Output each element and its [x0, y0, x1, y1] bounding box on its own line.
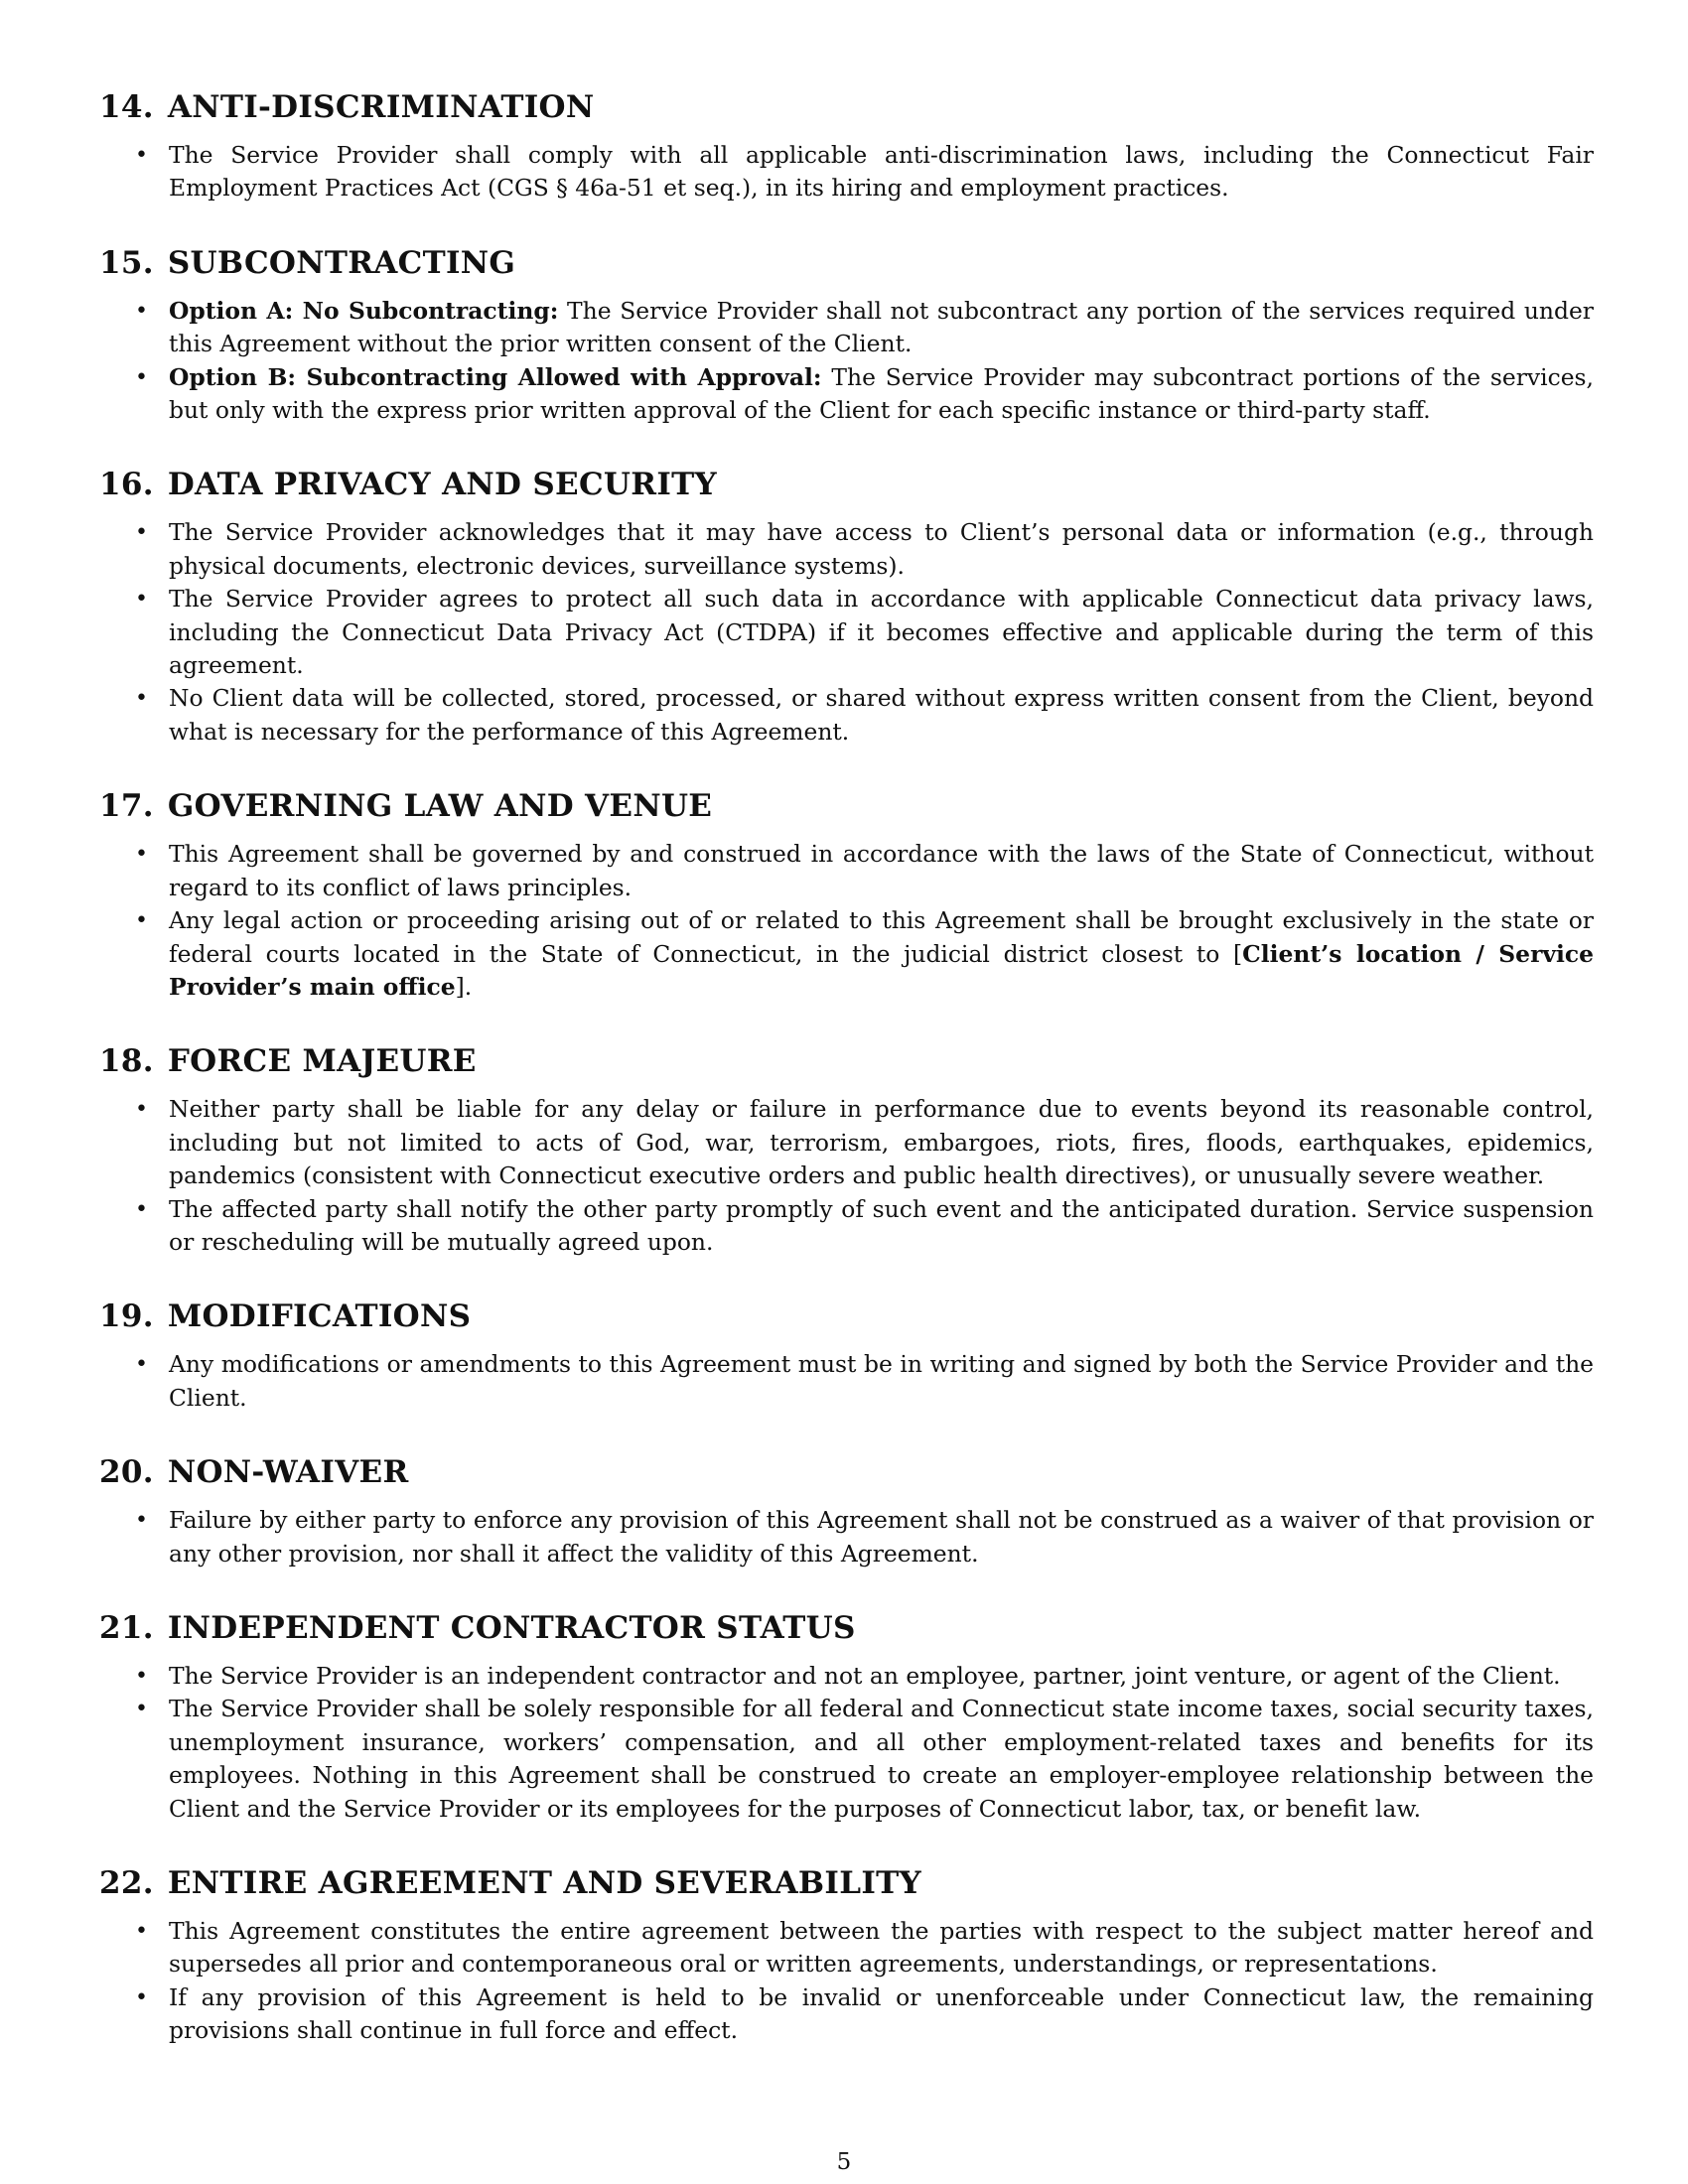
section-independent-contractor [99, 1608, 1594, 1826]
bullet-icon: • [135, 686, 148, 712]
list-item: • The Service Provider acknowledges that it may have access to Client’s personal data or information (e.g., through physical documents, electronic devices, surveillance systems). [135, 518, 1594, 580]
section-heading: 18. FORCE MAJEURE [99, 1043, 477, 1080]
section-heading: 17. GOVERNING LAW AND VENUE [99, 788, 713, 825]
page-number: 5 [836, 2149, 852, 2175]
list-item: • The Service Provider agrees to protect all such data in accordance with applicable Connecticut data privacy laws, including the Connecticut Data Privacy Act (CTDPA) if it becomes effective and applicable during the term of this agreement. [135, 585, 1594, 680]
section-heading: 20. NON-WAIVER [99, 1454, 409, 1491]
bullet-icon: • [135, 1352, 148, 1378]
bullet-list [99, 139, 1594, 205]
section-subcontracting [99, 243, 1594, 428]
section-non-waiver [99, 1452, 1594, 1570]
bullet-icon: • [135, 1663, 148, 1689]
section-governing-law [99, 786, 1594, 1004]
section-heading: 19. MODIFICATIONS [99, 1298, 472, 1335]
bullet-icon: • [135, 1508, 148, 1534]
list-item: • Option A: No Subcontracting: The Service Provider shall not subcontract any portion of the services required under this Agreement without the prior written consent of the Client. [135, 296, 1594, 358]
bullet-list [99, 516, 1594, 749]
bullet-icon: • [135, 364, 148, 390]
bullet-list [99, 1660, 1594, 1826]
bullet-icon: • [135, 587, 148, 613]
list-item: • The Service Provider shall comply with all applicable anti-discrimination laws, including the Connecticut Fair Employment Practices Act (CGS § 46a-51 et seq.), in its hiring and employment practices. [135, 141, 1594, 203]
section-heading: 15. SUBCONTRACTING [99, 244, 516, 281]
bullet-list [99, 1093, 1594, 1259]
bullet-list [99, 1348, 1594, 1415]
bullet-icon: • [135, 1697, 148, 1722]
bullet-icon: • [135, 1919, 148, 1944]
list-item: • Any legal action or proceeding arising out of or related to this Agreement shall be brought exclusively in the state or federal courts located in the State of Connecticut, in the judicial district closest to [Client’s location / Service Provider’s main office]. [135, 906, 1594, 1001]
section-heading: 21. INDEPENDENT CONTRACTOR STATUS [99, 1609, 856, 1646]
bullet-icon: • [135, 908, 148, 934]
bullet-icon: • [135, 842, 148, 868]
section-anti-discrimination [99, 87, 1594, 205]
section-force-majeure [99, 1041, 1594, 1259]
bullet-list [99, 295, 1594, 428]
bullet-list [99, 838, 1594, 1004]
list-item: • The Service Provider is an independent contractor and not an employee, partner, joint venture, or agent of the Client. [99, 1660, 1594, 1693]
section-modifications [99, 1297, 1594, 1415]
option-label: Option A: No Subcontracting: [169, 296, 559, 325]
list-item: • This Agreement shall be governed by and construed in accordance with the laws of the State of Connecticut, without regard to its conflict of laws principles. [135, 840, 1594, 901]
list-item: • No Client data will be collected, stored, processed, or shared without express written consent from the Client, beyond what is necessary for the performance of this Agreement. [135, 684, 1594, 746]
section-heading: 22. ENTIRE AGREEMENT AND SEVERABILITY [99, 1865, 921, 1901]
bullet-icon: • [135, 298, 148, 324]
list-item: • This Agreement constitutes the entire agreement between the parties with respect to the subject matter hereof and supersedes all prior and contemporaneous oral or written agreements, understandings, or representations. [135, 1917, 1594, 1979]
section-heading: 16. DATA PRIVACY AND SECURITY [99, 467, 717, 503]
bullet-icon: • [135, 143, 148, 168]
bullet-icon: • [135, 1097, 148, 1123]
list-item: • Failure by either party to enforce any provision of this Agreement shall not be construed as a waiver of that provision or any other provision, nor shall it affect the validity of this Agreement. [135, 1506, 1594, 1568]
list-item: • Neither party shall be liable for any delay or failure in performance due to events beyond its reasonable control, including but not limited to acts of God, war, terrorism, embargoes, riots, fires, floods, earthquakes, epidemics, pandemics (consistent with Connecticut executive orders and public health directives), or unusually severe weather. [135, 1095, 1594, 1190]
section-heading: 14. ANTI-DISCRIMINATION [99, 89, 595, 125]
bullet-list [99, 1915, 1594, 2048]
list-item: • The affected party shall notify the other party promptly of such event and the anticipated duration. Service suspension or rescheduling will be mutually agreed upon. [135, 1194, 1594, 1256]
list-item: • The Service Provider shall be solely responsible for all federal and Connecticut state income taxes, social security taxes, unemployment insurance, workers’ compensation, and all other employment-related taxes and benefits for its employees. Nothing in this Agreement shall be construed to create an employer-employee relationship between the Client and the Service Provider or its employees for the purposes of Connecticut labor, tax, or benefit law. [135, 1695, 1594, 1823]
document-page [99, 87, 1594, 2048]
list-item: • If any provision of this Agreement is held to be invalid or unenforceable under Connecticut law, the remaining provisions shall continue in full force and effect. [135, 1982, 1594, 2045]
option-label: Option B: Subcontracting Allowed with Approval: [169, 362, 822, 391]
section-data-privacy [99, 465, 1594, 749]
section-entire-agreement [99, 1863, 1594, 2048]
bullet-icon: • [135, 1984, 148, 2010]
bullet-icon: • [135, 520, 148, 546]
list-item: • Option B: Subcontracting Allowed with Approval: The Service Provider may subcontract portions of the services, but only with the express prior written approval of the Client for each specific instance or third-party staff. [135, 362, 1594, 425]
placeholder-text: Client’s location / Service Provider’s main office [169, 939, 1594, 1001]
bullet-list [99, 1504, 1594, 1570]
list-item: • Any modifications or amendments to this Agreement must be in writing and signed by both the Service Provider and the Client. [135, 1350, 1594, 1412]
bullet-icon: • [135, 1196, 148, 1222]
